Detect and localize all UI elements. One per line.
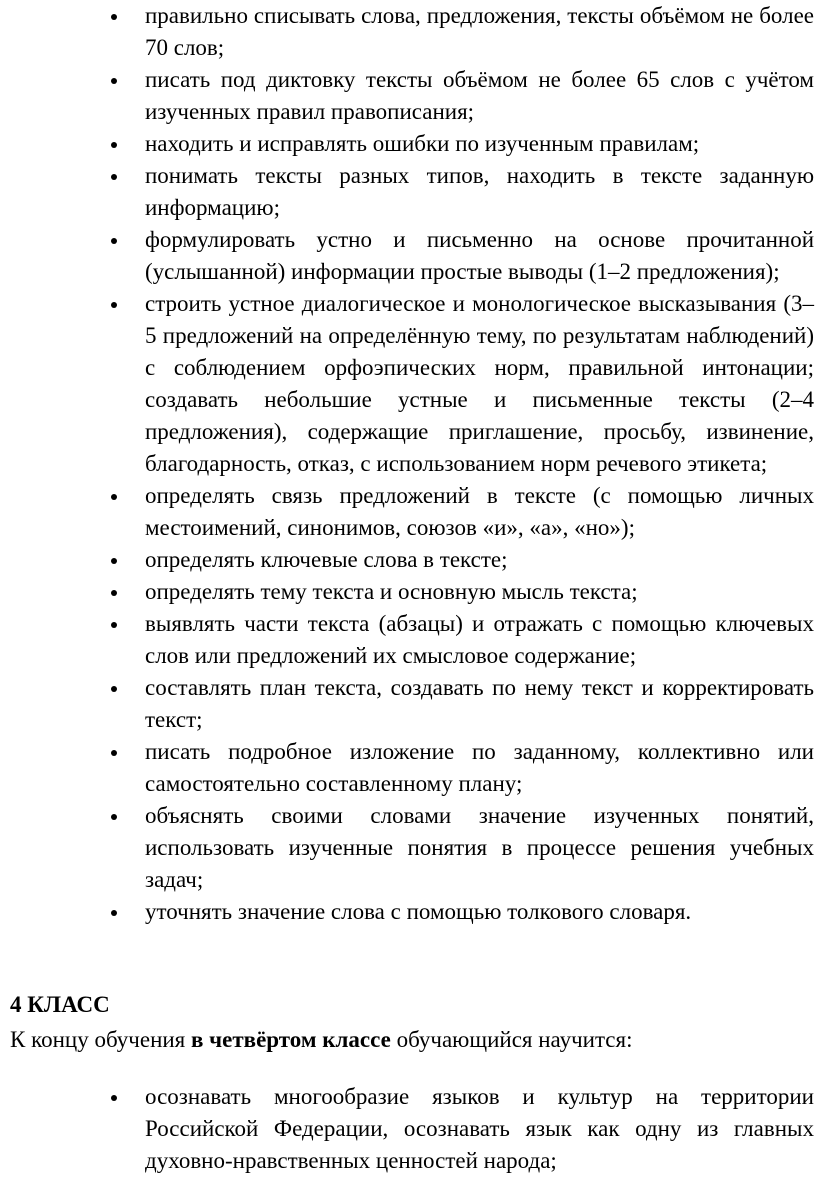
list-item-text: понимать тексты разных типов, находить в тексте заданную информацию; [145, 163, 814, 220]
list-item-text: осознавать многообразие языков и культур на территории Российской Федерации, осознавать язык как одну из главных духовно-нравственных ценностей народа; [145, 1084, 814, 1173]
list-item-text: уточнять значение слова с помощью толкового словаря. [145, 899, 692, 924]
list-item [0, 160, 816, 224]
list-item-text: правильно списывать слова, предложения, тексты объёмом не более 70 слов; [145, 3, 814, 60]
list-item [0, 128, 816, 160]
bullet-icon [111, 78, 117, 84]
section-intro [10, 1024, 632, 1056]
list-item [0, 608, 816, 672]
list-item [0, 288, 816, 480]
list-item [0, 672, 816, 736]
bullet-icon [111, 590, 117, 596]
list-item-text: писать подробное изложение по заданному, коллективно или самостоятельно составленному плану; [145, 739, 814, 796]
bullet-icon [111, 1095, 117, 1101]
list-item-text: строить устное диалогическое и монологическое высказывания (3–5 предложений на определённую тему, по результатам наблюдений) с соблюдением орфоэпических норм, правильной интонации; создавать небольшие устные и письменные тексты (2–4 предложения), содержащие приглашение, просьбу, извинение, благодарность, отказ, с использованием норм речевого этикета; [145, 291, 814, 476]
bullet-icon [111, 910, 117, 916]
list-item-text: находить и исправлять ошибки по изученным правилам; [145, 131, 700, 156]
list-item [0, 480, 816, 544]
list-item [0, 64, 816, 128]
bullet-icon [111, 174, 117, 180]
bullet-icon [111, 14, 117, 20]
list-item-text: определять ключевые слова в тексте; [145, 547, 508, 572]
list-item [0, 896, 816, 928]
intro-text-bold: в четвёртом классе [191, 1027, 391, 1052]
list-item-text: формулировать устно и письменно на основе прочитанной (услышанной) информации простые выводы (1–2 предложения); [145, 227, 814, 284]
bullet-icon [111, 686, 117, 692]
list-item-text: определять связь предложений в тексте (с помощью личных местоимений, синонимов, союзов «и», «а», «но»); [145, 483, 814, 540]
list-item [0, 0, 816, 64]
list-item-text: определять тему текста и основную мысль текста; [145, 579, 638, 604]
bullet-icon [111, 814, 117, 820]
list-item [0, 576, 816, 608]
intro-text-end: обучающийся научится: [390, 1027, 633, 1052]
list-item [0, 1081, 816, 1177]
bullet-icon [111, 750, 117, 756]
bullet-icon [111, 142, 117, 148]
bullet-icon [111, 494, 117, 500]
list-item [0, 224, 816, 288]
section-heading: 4 КЛАСС [10, 992, 110, 1017]
list-item [0, 800, 816, 896]
bullet-icon [111, 238, 117, 244]
list-item-text: объяснять своими словами значение изученных понятий, использовать изученные понятия в процессе решения учебных задач; [145, 803, 814, 892]
bullet-icon [111, 302, 117, 308]
bullet-icon [111, 622, 117, 628]
list-item [0, 544, 816, 576]
list-item [0, 736, 816, 800]
list-item-text: выявлять части текста (абзацы) и отражать с помощью ключевых слов или предложений их смысловое содержание; [145, 611, 814, 668]
list-item-text: писать под диктовку тексты объёмом не более 65 слов с учётом изученных правил правописания; [145, 67, 814, 124]
intro-text-start: К концу обучения [10, 1027, 192, 1052]
list-item-text: составлять план текста, создавать по нему текст и корректировать текст; [145, 675, 814, 732]
bullet-icon [111, 558, 117, 564]
outcomes-list-grade-4 [0, 1081, 816, 1177]
